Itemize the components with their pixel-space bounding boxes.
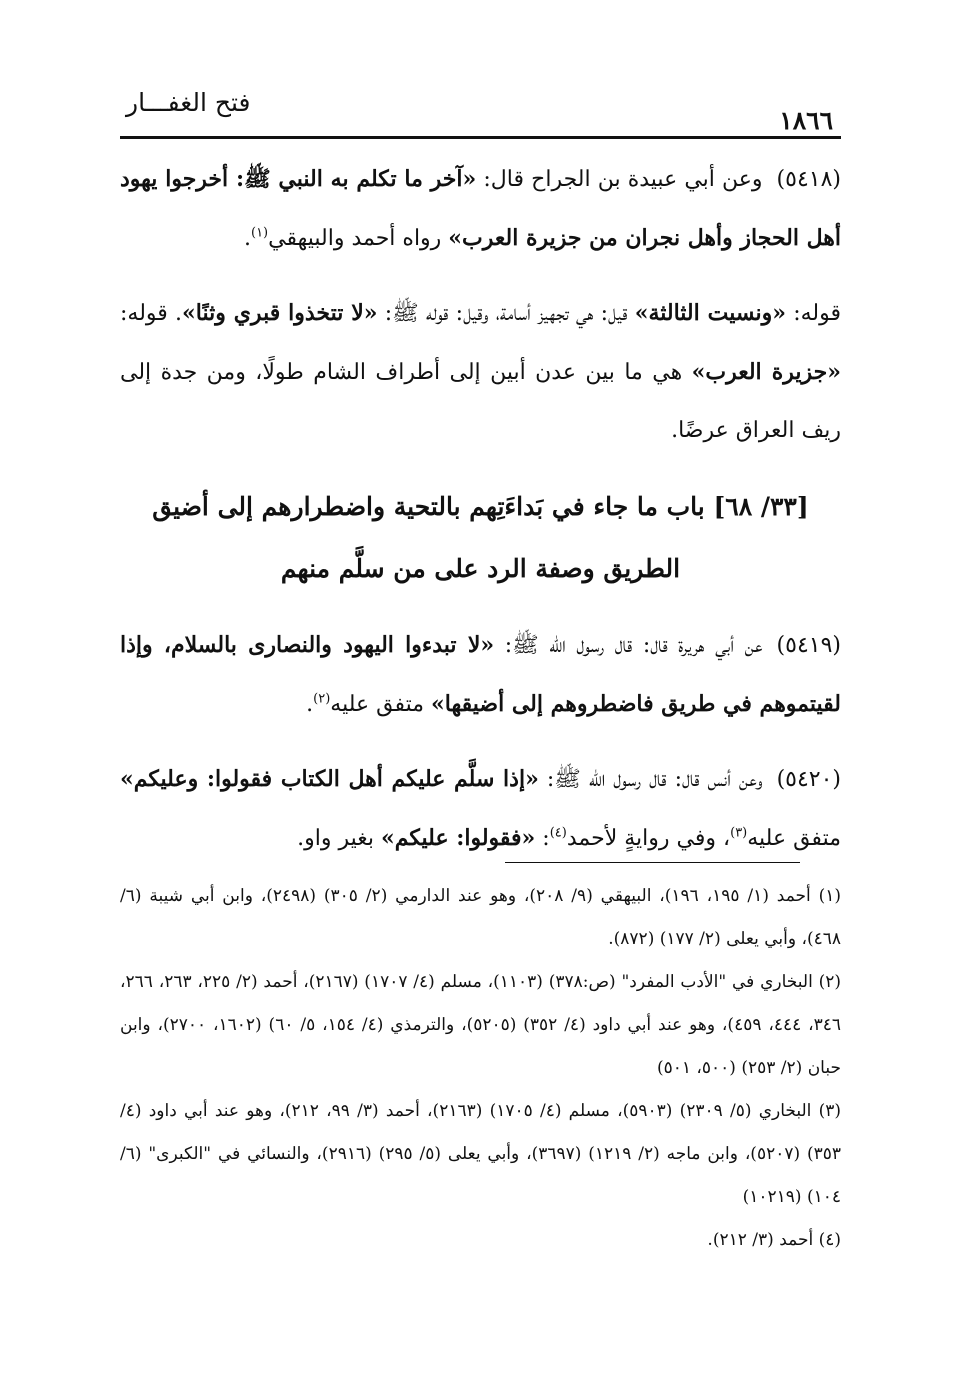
hadith-number: (٥٤٢٠) xyxy=(776,767,842,792)
hadith-text: : xyxy=(535,826,550,851)
commentary-text: قوله: xyxy=(786,301,842,326)
footnote-ref: (١) xyxy=(250,225,269,241)
hadith-number: (٥٤١٩) xyxy=(776,633,841,658)
hadith-end: . xyxy=(306,692,314,717)
footnote-divider xyxy=(505,862,800,863)
hadith-quote: «إذا سلَّم عليكم أهل الكتاب فقولوا: وعليكم» xyxy=(120,766,539,792)
hadith-quote: «فقولوا: عليكم» xyxy=(381,825,536,851)
footnote-ref: (٢) xyxy=(313,691,331,707)
hadith-intro: وعن أبي عبيدة بن الجراح قال: xyxy=(476,167,763,192)
commentary-quote: «جزيرة العرب» xyxy=(691,359,842,385)
commentary-paragraph xyxy=(120,284,841,460)
page-header xyxy=(120,88,841,140)
hadith-intro: وعن أنس قال: قال رسول الله ﷺ: xyxy=(538,767,763,792)
book-title: فتح الغفـــار xyxy=(126,88,251,117)
footnote-ref: (٤) xyxy=(549,825,567,841)
hadith-quote: «لا تبدءوا اليهود والنصارى بالسلام، وإذا لقيتموهم في طريق فاضطروهم إلى أضيقها» xyxy=(120,632,841,717)
chapter-title: [٣٣/ ٦٨] باب ما جاء في بَداءَتِهم بالتحية واضطرارهم إلى أضيق الطريق وصفة الرد على من سلَّم منهم xyxy=(152,492,809,583)
commentary-text: قيل: هي تجهيز أسامة، وقيل: قوله ﷺ: xyxy=(377,301,635,326)
hadith-5419 xyxy=(120,616,841,734)
hadith-source: متفق عليه xyxy=(330,692,432,717)
hadith-source: متفق عليه xyxy=(747,826,841,851)
hadith-source: رواه أحمد والبيهقي xyxy=(268,226,449,251)
page-body xyxy=(120,150,841,884)
footnote: (١) أحمد (١/ ١٩٥، ١٩٦)، البيهقي (٩/ ٢٠٨)، وهو عند الدارمي (٢/ ٣٠٥) (٢٤٩٨)، وابن أبي شيبة (٦/ ٤٦٨)، وأبي يعلى (٢/ ١٧٧) (٨٧٢). xyxy=(120,886,842,949)
commentary-text: هي ما بين عدن أبين إلى أطراف الشام طولًا، ومن جدة إلى ريف العراق عرضًا. xyxy=(120,360,841,443)
hadith-5418 xyxy=(120,150,841,268)
hadith-end: . xyxy=(243,226,251,251)
footnote: (٢) البخاري في "الأدب المفرد" (ص:٣٧٨) (١١٠٣)، مسلم (٤/ ١٧٠٧) (٢١٦٧)، أحمد (٢/ ٢٢٥، ٢٦٣، ٢٦٦، ٣٤٦، ٤٤٤، ٤٥٩)، وهو عند أبي داود (٤/ ٣٥٢) (٥٢٠٥)، والترمذي (٤/ ١٥٤، ٥/ ٦٠) (١٦٠٢، ٢٧٠٠)، وابن حبان (٢/ ٢٥٣) (٥٠٠، ٥٠١) xyxy=(120,972,842,1078)
hadith-text: ، وفي روايةٍ لأحمد xyxy=(566,826,731,851)
commentary-text: . قوله: xyxy=(120,301,182,326)
commentary-quote: «لا تتخذوا قبري وثنًا» xyxy=(182,300,378,326)
footnotes xyxy=(120,875,841,1262)
hadith-number: (٥٤١٨) xyxy=(776,167,841,192)
page-number: ١٨٦٦ xyxy=(779,106,833,135)
hadith-intro: عن أبي هريرة قال: قال رسول الله ﷺ: xyxy=(494,633,763,658)
footnote-ref: (٣) xyxy=(730,825,748,841)
footnote: (٤) أحمد (٣/ ٢١٢). xyxy=(707,1230,841,1250)
hadith-end: بغير واو. xyxy=(297,826,381,851)
header-divider xyxy=(120,136,841,139)
hadith-quote: «آخر ما تكلم به النبي ﷺ: أخرجوا يهود أهل الحجاز وأهل نجران من جزيرة العرب» xyxy=(120,166,841,251)
hadith-5420 xyxy=(120,750,841,868)
commentary-quote: «ونسيت الثالثة» xyxy=(634,300,786,326)
footnote: (٣) البخاري (٥/ ٢٣٠٩) (٥٩٠٣)، مسلم (٤/ ١٧٠٥) (٢١٦٣)، أحمد (٣/ ٩٩، ٢١٢)، وهو عند أبي داود (٤/ ٣٥٣) (٥٢٠٧)، وابن ماجه (٢/ ١٢١٩) (٣٦٩٧)، وأبي يعلى (٥/ ٢٩٥) (٢٩١٦)، والنسائي في "الكبرى" (٦/ ١٠٤) (١٠٢١٩) xyxy=(120,1101,842,1207)
